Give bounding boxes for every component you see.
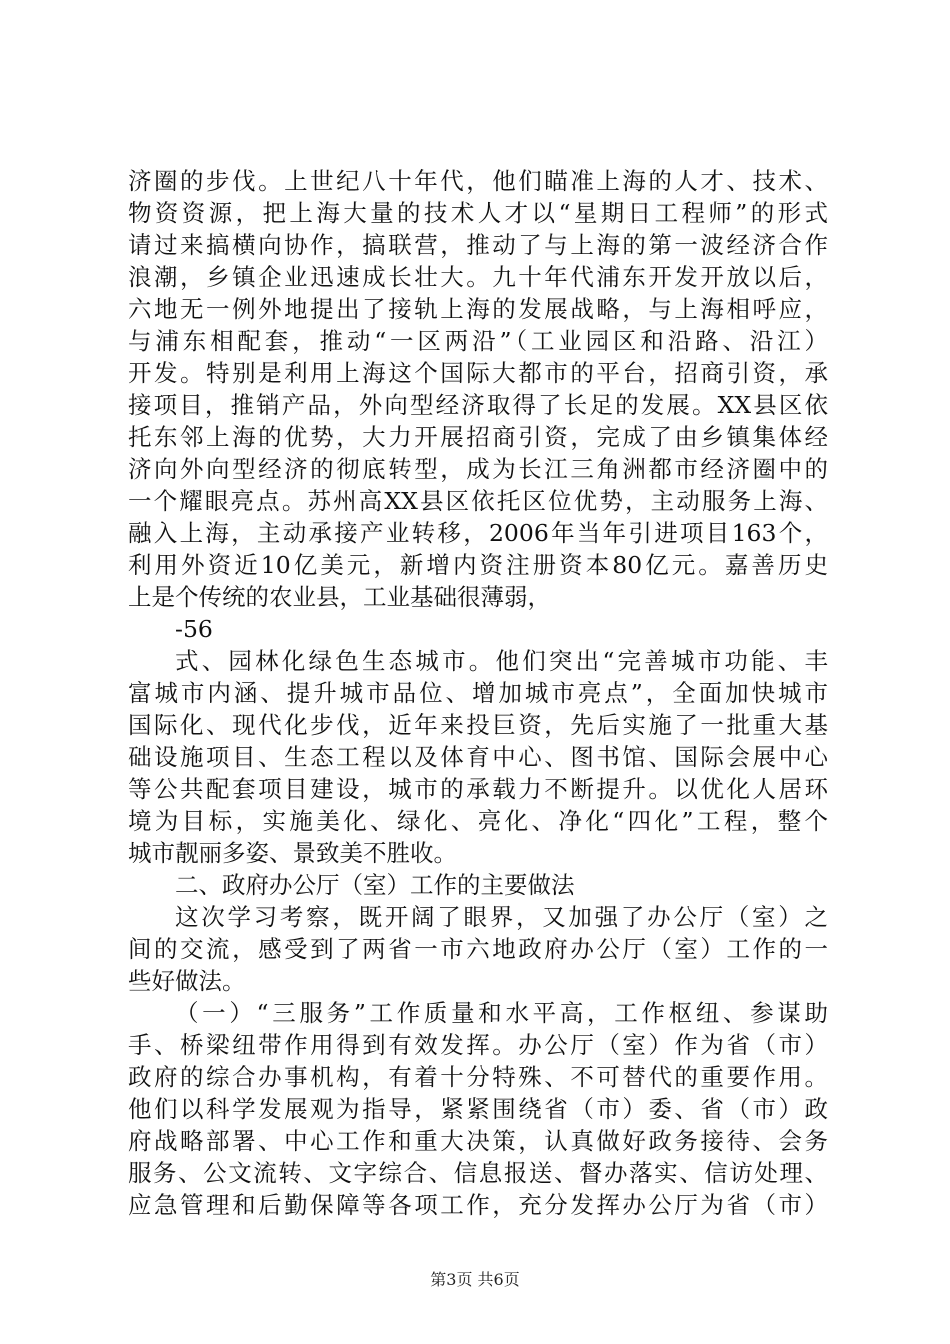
body-text bbox=[128, 165, 828, 1221]
text-line: 间的交流，感受到了两省一市六地政府办公厅（室）工作的一 bbox=[128, 935, 828, 963]
text-line: 利用外资近10亿美元，新增内资注册资本80亿元。嘉善历史 bbox=[128, 551, 828, 579]
text-line: 物资资源，把上海大量的技术人才以“星期日工程师”的形式 bbox=[128, 199, 828, 227]
text-line: 手、桥梁纽带作用得到有效发挥。办公厅（室）作为省（市） bbox=[128, 1031, 828, 1059]
text-line: 富城市内涵、提升城市品位、增加城市亮点”，全面加快城市 bbox=[128, 679, 828, 707]
text-line: 境为目标，实施美化、绿化、亮化、净化“四化”工程，整个 bbox=[128, 807, 828, 835]
text-line: 他们以科学发展观为指导，紧紧围绕省（市）委、省（市）政 bbox=[128, 1095, 828, 1123]
text-line: 融入上海，主动承接产业转移，2006年当年引进项目163个， bbox=[128, 519, 828, 547]
text-line: 这次学习考察，既开阔了眼界，又加强了办公厅（室）之 bbox=[175, 903, 828, 931]
text-line: 国际化、现代化步伐，近年来投巨资，先后实施了一批重大基 bbox=[128, 711, 828, 739]
text-line: 开发。特别是利用上海这个国际大都市的平台，招商引资，承 bbox=[128, 359, 828, 387]
page-footer: 第3页 共6页 bbox=[430, 1270, 520, 1289]
text-line: 请过来搞横向协作，搞联营，推动了与上海的第一波经济合作 bbox=[128, 231, 828, 259]
text-line: 应急管理和后勤保障等各项工作，充分发挥办公厅为省（市） bbox=[128, 1191, 828, 1219]
section-heading: 二、政府办公厅（室）工作的主要做法 bbox=[175, 871, 575, 899]
text-line: 六地无一例外地提出了接轨上海的发展战略，与上海相呼应， bbox=[128, 295, 828, 323]
text-line: 接项目，推销产品，外向型经济取得了长足的发展。XX县区依 bbox=[128, 391, 828, 419]
text-line: 政府的综合办事机构，有着十分特殊、不可替代的重要作用。 bbox=[128, 1063, 828, 1091]
text-line: 府战略部署、中心工作和重大决策，认真做好政务接待、会务 bbox=[128, 1127, 828, 1155]
text-line: 些好做法。 bbox=[128, 967, 246, 995]
text-line: 济向外向型经济的彻底转型，成为长江三角洲都市经济圈中的 bbox=[128, 455, 828, 483]
text-line: 浪潮，乡镇企业迅速成长壮大。九十年代浦东开发开放以后， bbox=[128, 263, 828, 291]
text-line: 上是个传统的农业县，工业基础很薄弱， bbox=[128, 583, 551, 611]
text-line: 一个耀眼亮点。苏州高XX县区依托区位优势，主动服务上海、 bbox=[128, 487, 828, 515]
text-line: 与浦东相配套，推动“一区两沿”（工业园区和沿路、沿江） bbox=[128, 327, 828, 355]
page-marker: -56 bbox=[175, 615, 213, 643]
text-line: （一）“三服务”工作质量和水平高，工作枢纽、参谋助 bbox=[175, 999, 828, 1027]
text-line: 础设施项目、生态工程以及体育中心、图书馆、国际会展中心 bbox=[128, 743, 828, 771]
text-line: 服务、公文流转、文字综合、信息报送、督办落实、信访处理、 bbox=[128, 1159, 828, 1187]
text-line: 托东邻上海的优势，大力开展招商引资，完成了由乡镇集体经 bbox=[128, 423, 828, 451]
text-line: 式、园林化绿色生态城市。他们突出“完善城市功能、丰 bbox=[175, 647, 828, 675]
text-line: 济圈的步伐。上世纪八十年代，他们瞄准上海的人才、技术、 bbox=[128, 167, 828, 195]
text-line: 等公共配套项目建设，城市的承载力不断提升。以优化人居环 bbox=[128, 775, 828, 803]
text-line: 城市靓丽多姿、景致美不胜收。 bbox=[128, 839, 457, 867]
